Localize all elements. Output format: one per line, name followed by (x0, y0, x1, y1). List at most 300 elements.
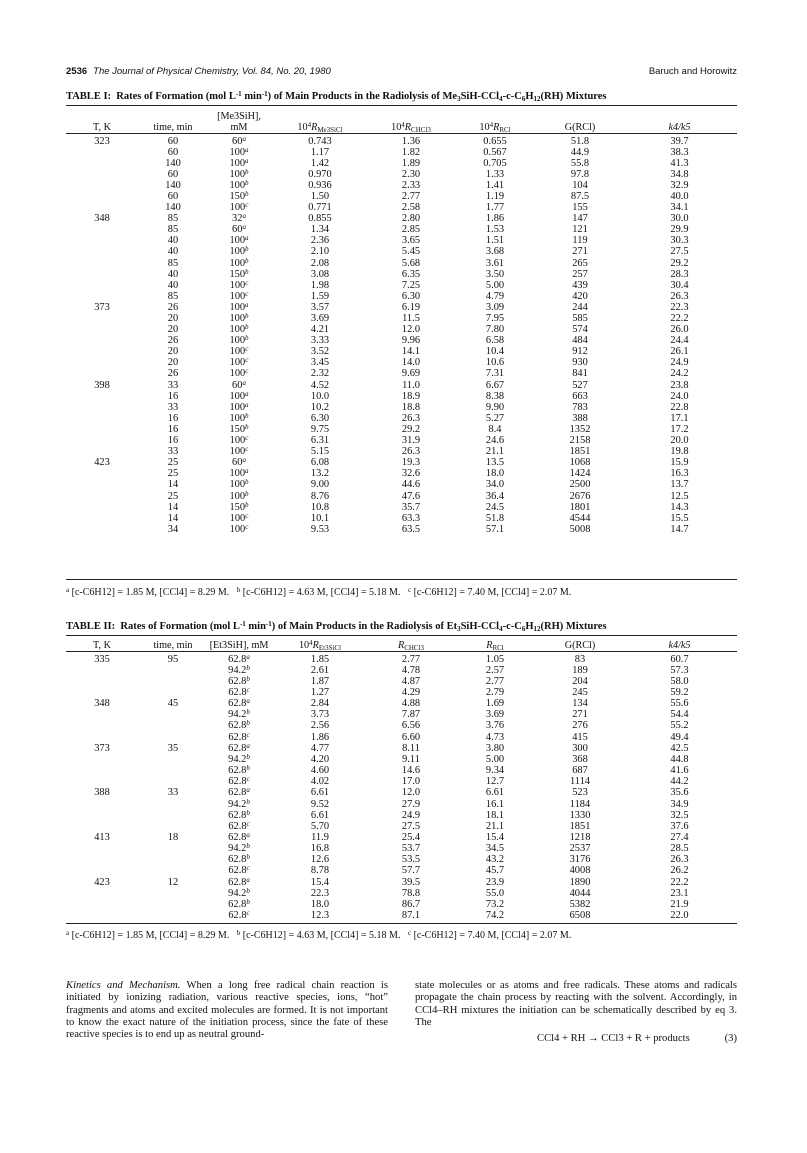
cell-rate-2: 2.80 (401, 213, 421, 225)
cell-time: 85 (167, 257, 179, 269)
cell-rate-3: 34.5 (485, 843, 505, 855)
cell-concentration: 60$^a$ (232, 134, 246, 147)
body-paragraph: When a long free radical chain reaction is initiated by ionizing radiation, various reactive species, ions, “hot” fragments and atoms and excited molecules are formed. It is not important to know the exact nature of the initiation process, since the fate of these reactive species is to end up as neutral ground- (66, 980, 388, 1041)
cell-concentration: 94.2$^b$ (228, 663, 250, 676)
cell-rate-2: 14.1 (401, 346, 421, 358)
table-row (66, 854, 737, 865)
cell-rate-2: 11.0 (402, 379, 420, 391)
cell-rate-1: 1.50 (310, 190, 330, 202)
cell-temperature (66, 468, 138, 479)
cell-rate-1: 9.52 (310, 798, 330, 810)
cell-temperature (66, 765, 138, 776)
cell-temperature (66, 391, 138, 402)
cell-k-ratio: 34.9 (670, 798, 689, 810)
cell-rate-1: 4.02 (310, 776, 330, 788)
cell-concentration: 62.8$^b$ (228, 853, 250, 866)
cell-k-ratio: 44.8 (670, 753, 689, 765)
cell-rate-3: 73.2 (485, 898, 505, 910)
cell-rate-3: 5.27 (485, 412, 505, 424)
cell-temperature (66, 291, 138, 302)
table-row (66, 513, 737, 524)
table-row (66, 191, 737, 202)
cell-g: 1424 (569, 468, 591, 480)
cell-k-ratio: 54.4 (670, 709, 689, 721)
cell-k-ratio: 34.1 (670, 202, 689, 214)
cell-k-ratio: 17.2 (670, 423, 689, 435)
table-row (66, 391, 737, 402)
cell-g: 527 (572, 379, 588, 391)
cell-time: 85 (167, 213, 179, 225)
cell-rate-2: 17.0 (401, 776, 421, 788)
cell-k-ratio: 34.8 (670, 168, 689, 180)
cell-rate-3: 21.1 (485, 446, 505, 458)
cell-rate-1: 8.78 (310, 865, 330, 877)
cell-concentration: 100$^c$ (229, 434, 249, 447)
cell-concentration: 150$^b$ (229, 422, 249, 435)
cell-g: 1218 (569, 832, 591, 843)
cell-time: 20 (167, 357, 179, 369)
cell-time (138, 899, 208, 910)
cell-time (138, 732, 208, 743)
cell-g: 276 (572, 720, 588, 732)
cell-g: 439 (572, 279, 588, 291)
cell-rate-3: 16.1 (485, 798, 505, 810)
cell-k-ratio: 32.5 (670, 809, 689, 821)
cell-rate-3: 24.6 (485, 435, 505, 447)
cell-rate-3: 0.567 (483, 146, 507, 158)
table-row (66, 479, 737, 490)
cell-concentration: 150$^b$ (229, 267, 249, 280)
col-g-rcl: G(RCl) (564, 639, 596, 651)
cell-g: 245 (572, 686, 588, 698)
cell-k-ratio: 15.9 (670, 457, 689, 469)
cell-rate-1: 1.86 (310, 731, 330, 743)
table-row (66, 810, 737, 821)
cell-time: 60 (167, 146, 179, 158)
table-row (66, 169, 737, 180)
cell-rate-2: 32.6 (401, 468, 421, 480)
cell-rate-2: 4.78 (401, 664, 421, 676)
table2 (66, 637, 737, 921)
table2-bottom-rule (66, 923, 737, 924)
col-time: time, min (153, 121, 193, 133)
cell-k-ratio: 30.4 (670, 279, 689, 291)
cell-rate-2: 5.45 (401, 246, 421, 258)
col-rate-me3sicl: $10^4R_{Me3SiCl}$ (297, 120, 343, 134)
cell-concentration: 62.8$^b$ (228, 719, 250, 732)
body-paragraph: state molecules or as atoms and free radicals. These atoms and radicals propagate the chain process by reacting with the solvent. Accordingly, in CCl4–RH mixtures the initiation can be schematically described by eq 3. The (415, 980, 737, 1028)
cell-concentration: 100$^a$ (229, 389, 249, 402)
cell-temperature (66, 491, 138, 502)
cell-rate-1: 2.10 (310, 246, 330, 258)
cell-rate-1: 3.57 (310, 301, 330, 313)
col-k-ratio: k4/k5 (668, 121, 691, 133)
cell-concentration: 100$^c$ (229, 356, 249, 369)
cell-rate-1: 11.9 (311, 832, 329, 843)
table-row (66, 709, 737, 720)
cell-g: 155 (572, 202, 588, 214)
cell-rate-2: 53.7 (401, 843, 421, 855)
cell-concentration: 100$^c$ (229, 522, 249, 535)
cell-time: 40 (167, 235, 179, 247)
cell-rate-2: 63.3 (401, 512, 421, 524)
cell-k-ratio: 12.5 (670, 490, 689, 502)
cell-time (138, 854, 208, 865)
cell-rate-1: 6.61 (310, 809, 330, 821)
cell-rate-3: 1.41 (485, 179, 505, 191)
table2-footnotes: $^a$ [c-C6H12] = 1.85 M, [CCl4] = 8.29 M. $^b$ [c-C6H12] = 4.63 M, [CCl4] = 5.18 M. $^c$ [c-C6H12] = 7.40 M, [CCl4] = 2.07 M. (66, 929, 572, 941)
cell-time: 40 (167, 246, 179, 258)
cell-k-ratio: 26.3 (670, 290, 689, 302)
cell-rate-3: 18.1 (485, 809, 505, 821)
col-time: time, min (153, 639, 193, 651)
cell-concentration: 32$^a$ (232, 212, 246, 225)
cell-g: 415 (572, 731, 588, 743)
table-row (66, 888, 737, 899)
cell-g: 104 (572, 179, 588, 191)
cell-rate-3: 5.00 (485, 753, 505, 765)
cell-k-ratio: 22.3 (670, 301, 689, 313)
table-row (66, 380, 737, 391)
cell-temperature (66, 335, 138, 346)
col-temperature: T, K (93, 121, 111, 133)
cell-concentration: 62.8$^c$ (228, 775, 250, 788)
cell-temperature (66, 147, 138, 158)
cell-time: 85 (167, 290, 179, 302)
cell-g: 4544 (569, 512, 591, 524)
cell-g: 4008 (569, 865, 591, 877)
cell-temperature (66, 732, 138, 743)
cell-time: 14 (167, 479, 179, 491)
cell-rate-1: 6.30 (310, 412, 330, 424)
cell-concentration: 100$^b$ (229, 478, 249, 491)
cell-time: 18 (167, 832, 179, 843)
cell-g: 51.8 (570, 135, 590, 147)
table-row (66, 180, 737, 191)
cell-rate-1: 4.52 (310, 379, 330, 391)
cell-rate-2: 24.9 (401, 809, 421, 821)
cell-rate-1: 18.0 (310, 898, 330, 910)
cell-temperature: 388 (94, 787, 110, 799)
cell-k-ratio: 23.1 (670, 887, 689, 899)
cell-rate-3: 3.09 (485, 301, 505, 313)
cell-temperature (66, 513, 138, 524)
cell-rate-2: 26.3 (401, 412, 421, 424)
cell-time: 16 (167, 423, 179, 435)
cell-temperature (66, 665, 138, 676)
cell-rate-2: 27.9 (401, 798, 421, 810)
cell-g: 783 (572, 401, 588, 413)
cell-rate-3: 8.4 (488, 423, 502, 435)
cell-temperature (66, 357, 138, 368)
table-row (66, 899, 737, 910)
cell-g: 2500 (569, 479, 591, 491)
cell-temperature (66, 224, 138, 235)
cell-rate-1: 2.32 (310, 368, 330, 380)
equation-expression: CCl4 + RH → CCl3 + R + products (537, 1033, 690, 1045)
cell-rate-1: 1.34 (310, 224, 330, 236)
cell-rate-2: 39.5 (401, 876, 421, 888)
cell-time: 26 (167, 335, 179, 347)
cell-time: 33 (167, 401, 179, 413)
cell-time (138, 810, 208, 821)
cell-temperature (66, 687, 138, 698)
cell-k-ratio: 27.4 (670, 832, 689, 843)
cell-rate-3: 7.80 (485, 324, 505, 336)
cell-rate-2: 53.5 (401, 854, 421, 866)
cell-concentration: 62.8$^c$ (228, 685, 250, 698)
cell-time: 26 (167, 368, 179, 380)
cell-time: 140 (165, 157, 181, 169)
table2-header-row (66, 637, 737, 651)
table-row (66, 346, 737, 357)
cell-temperature (66, 843, 138, 854)
cell-time: 14 (167, 512, 179, 524)
cell-rate-3: 3.69 (485, 709, 505, 721)
cell-rate-1: 2.61 (310, 664, 330, 676)
cell-g: 388 (572, 412, 588, 424)
cell-rate-3: 21.1 (485, 820, 505, 832)
cell-temperature (66, 435, 138, 446)
cell-g: 1068 (569, 457, 591, 469)
cell-concentration: 94.2$^b$ (228, 752, 250, 765)
cell-g: 1352 (569, 423, 591, 435)
cell-rate-3: 6.67 (485, 379, 505, 391)
cell-temperature (66, 799, 138, 810)
cell-rate-1: 2.36 (310, 235, 330, 247)
cell-time (138, 765, 208, 776)
cell-g: 1801 (569, 501, 591, 513)
cell-rate-2: 4.88 (401, 698, 421, 710)
page-number: 2536 (66, 66, 88, 77)
cell-rate-1: 0.743 (308, 135, 332, 147)
equation-number: (3) (724, 1033, 737, 1045)
cell-rate-3: 9.34 (485, 765, 505, 777)
cell-rate-1: 4.60 (310, 765, 330, 777)
cell-k-ratio: 41.6 (670, 765, 689, 777)
table-row (66, 424, 737, 435)
cell-time: 40 (167, 279, 179, 291)
cell-rate-2: 14.0 (401, 357, 421, 369)
cell-g: 1330 (569, 809, 591, 821)
col-k-ratio: k4/k5 (668, 639, 691, 651)
cell-time (138, 709, 208, 720)
cell-rate-1: 6.31 (310, 435, 330, 447)
cell-temperature (66, 280, 138, 291)
cell-concentration: 100$^c$ (229, 289, 249, 302)
cell-concentration: 62.8$^c$ (228, 730, 250, 743)
table-row (66, 291, 737, 302)
cell-k-ratio: 39.7 (670, 135, 689, 147)
cell-g: 368 (572, 753, 588, 765)
table-row (66, 765, 737, 776)
cell-temperature (66, 246, 138, 257)
cell-temperature (66, 368, 138, 379)
table2-label: TABLE II: (66, 621, 116, 632)
cell-rate-3: 18.0 (485, 468, 505, 480)
table-row (66, 687, 737, 698)
cell-rate-3: 4.79 (485, 290, 505, 302)
table-row (66, 865, 737, 876)
cell-temperature (66, 202, 138, 213)
cell-concentration: 100$^a$ (229, 156, 249, 169)
cell-temperature (66, 258, 138, 269)
table1-bottom-rule (66, 579, 737, 580)
cell-temperature (66, 524, 138, 535)
cell-time: 16 (167, 390, 179, 402)
table-row (66, 324, 737, 335)
cell-concentration: 100$^c$ (229, 345, 249, 358)
authors: Baruch and Horowitz (648, 66, 737, 77)
cell-rate-2: 7.25 (401, 279, 421, 291)
table-row (66, 743, 737, 754)
cell-rate-1: 1.17 (310, 146, 330, 158)
cell-rate-3: 51.8 (485, 512, 505, 524)
table-row (66, 313, 737, 324)
cell-temperature (66, 676, 138, 687)
cell-concentration: 62.8$^a$ (228, 652, 250, 665)
col-rate-et3sicl: $10^4R_{Et3SiCl}$ (298, 638, 342, 652)
cell-g: 484 (572, 335, 588, 347)
cell-time: 33 (167, 379, 179, 391)
cell-rate-3: 0.655 (483, 135, 507, 147)
cell-g: 574 (572, 324, 588, 336)
cell-rate-2: 11.5 (402, 313, 420, 324)
table-row (66, 413, 737, 424)
cell-k-ratio: 24.9 (670, 357, 689, 369)
table-row (66, 877, 737, 888)
table-row (66, 357, 737, 368)
cell-rate-1: 4.20 (310, 753, 330, 765)
cell-rate-1: 5.70 (310, 820, 330, 832)
table2-caption: TABLE II: Rates of Formation (mol $L^{-1}$ $\min^{-1}$) of Main Products in the Radiolysis of $Et_3SiH-CCl_4-c-C_6H_{12}(RH)$ Mixtures (66, 620, 607, 633)
cell-rate-1: 3.69 (310, 313, 330, 324)
cell-temperature: 348 (94, 698, 110, 710)
cell-g: 930 (572, 357, 588, 369)
cell-g: 265 (572, 257, 588, 269)
cell-g: 204 (572, 675, 588, 687)
cell-temperature (66, 191, 138, 202)
cell-time (138, 676, 208, 687)
cell-concentration: 100$^b$ (229, 312, 249, 324)
cell-temperature: 423 (94, 876, 110, 888)
cell-rate-1: 16.8 (310, 843, 330, 855)
cell-time: 40 (167, 268, 179, 280)
table-row (66, 832, 737, 843)
cell-g: 912 (572, 346, 588, 358)
table-row (66, 787, 737, 798)
cell-k-ratio: 16.3 (670, 468, 689, 480)
cell-rate-3: 43.2 (485, 854, 505, 866)
cell-time: 16 (167, 412, 179, 424)
cell-rate-2: 31.9 (401, 435, 421, 447)
cell-rate-3: 3.80 (485, 742, 505, 754)
table1-body (66, 136, 737, 535)
cell-rate-1: 1.98 (310, 279, 330, 291)
cell-k-ratio: 60.7 (670, 653, 689, 665)
cell-rate-3: 2.77 (485, 675, 505, 687)
running-header (66, 66, 737, 80)
cell-temperature: 423 (94, 457, 110, 469)
cell-rate-3: 5.00 (485, 279, 505, 291)
cell-concentration: 94.2$^b$ (228, 842, 250, 855)
cell-rate-3: 1.05 (485, 653, 505, 665)
cell-concentration: 100$^b$ (229, 167, 249, 180)
cell-rate-3: 3.76 (485, 720, 505, 732)
cell-concentration: 100$^b$ (229, 256, 249, 269)
cell-rate-3: 15.4 (485, 832, 505, 843)
cell-k-ratio: 13.7 (670, 479, 689, 491)
table2-body (66, 654, 737, 922)
cell-g: 271 (572, 709, 588, 721)
cell-g: 1851 (569, 446, 591, 458)
cell-rate-1: 22.3 (310, 887, 330, 899)
cell-concentration: 100$^c$ (229, 201, 249, 214)
cell-k-ratio: 58.0 (670, 675, 689, 687)
cell-rate-3: 1.69 (485, 698, 505, 710)
cell-rate-1: 3.08 (310, 268, 330, 280)
cell-g: 420 (572, 290, 588, 302)
cell-concentration: 100$^c$ (229, 278, 249, 291)
cell-time (138, 865, 208, 876)
cell-concentration: 62.8$^c$ (228, 909, 250, 922)
cell-concentration: 62.8$^a$ (228, 831, 250, 843)
body-right-column (415, 980, 737, 1047)
cell-concentration: 100$^b$ (229, 178, 249, 191)
cell-k-ratio: 29.2 (670, 257, 689, 269)
cell-rate-1: 2.08 (310, 257, 330, 269)
cell-g: 841 (572, 368, 588, 380)
cell-rate-1: 10.2 (310, 401, 330, 413)
cell-rate-2: 12.0 (401, 324, 421, 336)
cell-rate-1: 2.84 (310, 698, 330, 710)
cell-temperature (66, 821, 138, 832)
table1-footnotes: $^a$ [c-C6H12] = 1.85 M, [CCl4] = 8.29 M. $^b$ [c-C6H12] = 4.63 M, [CCl4] = 5.18 M. $^c$ [c-C6H12] = 7.40 M, [CCl4] = 2.07 M. (66, 586, 572, 598)
cell-rate-1: 4.77 (310, 742, 330, 754)
cell-k-ratio: 15.5 (670, 512, 689, 524)
cell-k-ratio: 17.1 (670, 412, 689, 424)
cell-rate-3: 23.9 (485, 876, 505, 888)
cell-rate-2: 87.1 (401, 910, 421, 922)
cell-g: 6508 (569, 910, 591, 922)
cell-rate-2: 9.11 (402, 753, 420, 765)
table1-top-rule (66, 105, 737, 106)
cell-rate-3: 6.58 (485, 335, 505, 347)
cell-rate-1: 15.4 (310, 876, 330, 888)
cell-time (138, 720, 208, 731)
cell-rate-2: 63.5 (401, 523, 421, 535)
cell-k-ratio: 22.0 (670, 910, 689, 922)
cell-rate-2: 2.30 (401, 168, 421, 180)
cell-g: 1184 (569, 798, 591, 810)
cell-rate-2: 9.96 (401, 335, 421, 347)
cell-k-ratio: 24.4 (670, 335, 689, 347)
table-row (66, 213, 737, 224)
cell-temperature (66, 899, 138, 910)
cell-rate-1: 2.56 (310, 720, 330, 732)
cell-rate-1: 9.53 (310, 523, 330, 535)
cell-k-ratio: 22.2 (670, 876, 689, 888)
cell-concentration: 100$^a$ (229, 467, 249, 480)
cell-time (138, 821, 208, 832)
cell-rate-2: 1.82 (401, 146, 421, 158)
cell-time: 34 (167, 523, 179, 535)
cell-time: 25 (167, 490, 179, 502)
cell-rate-1: 9.75 (310, 423, 330, 435)
cell-temperature (66, 424, 138, 435)
table-row (66, 435, 737, 446)
cell-temperature (66, 169, 138, 180)
